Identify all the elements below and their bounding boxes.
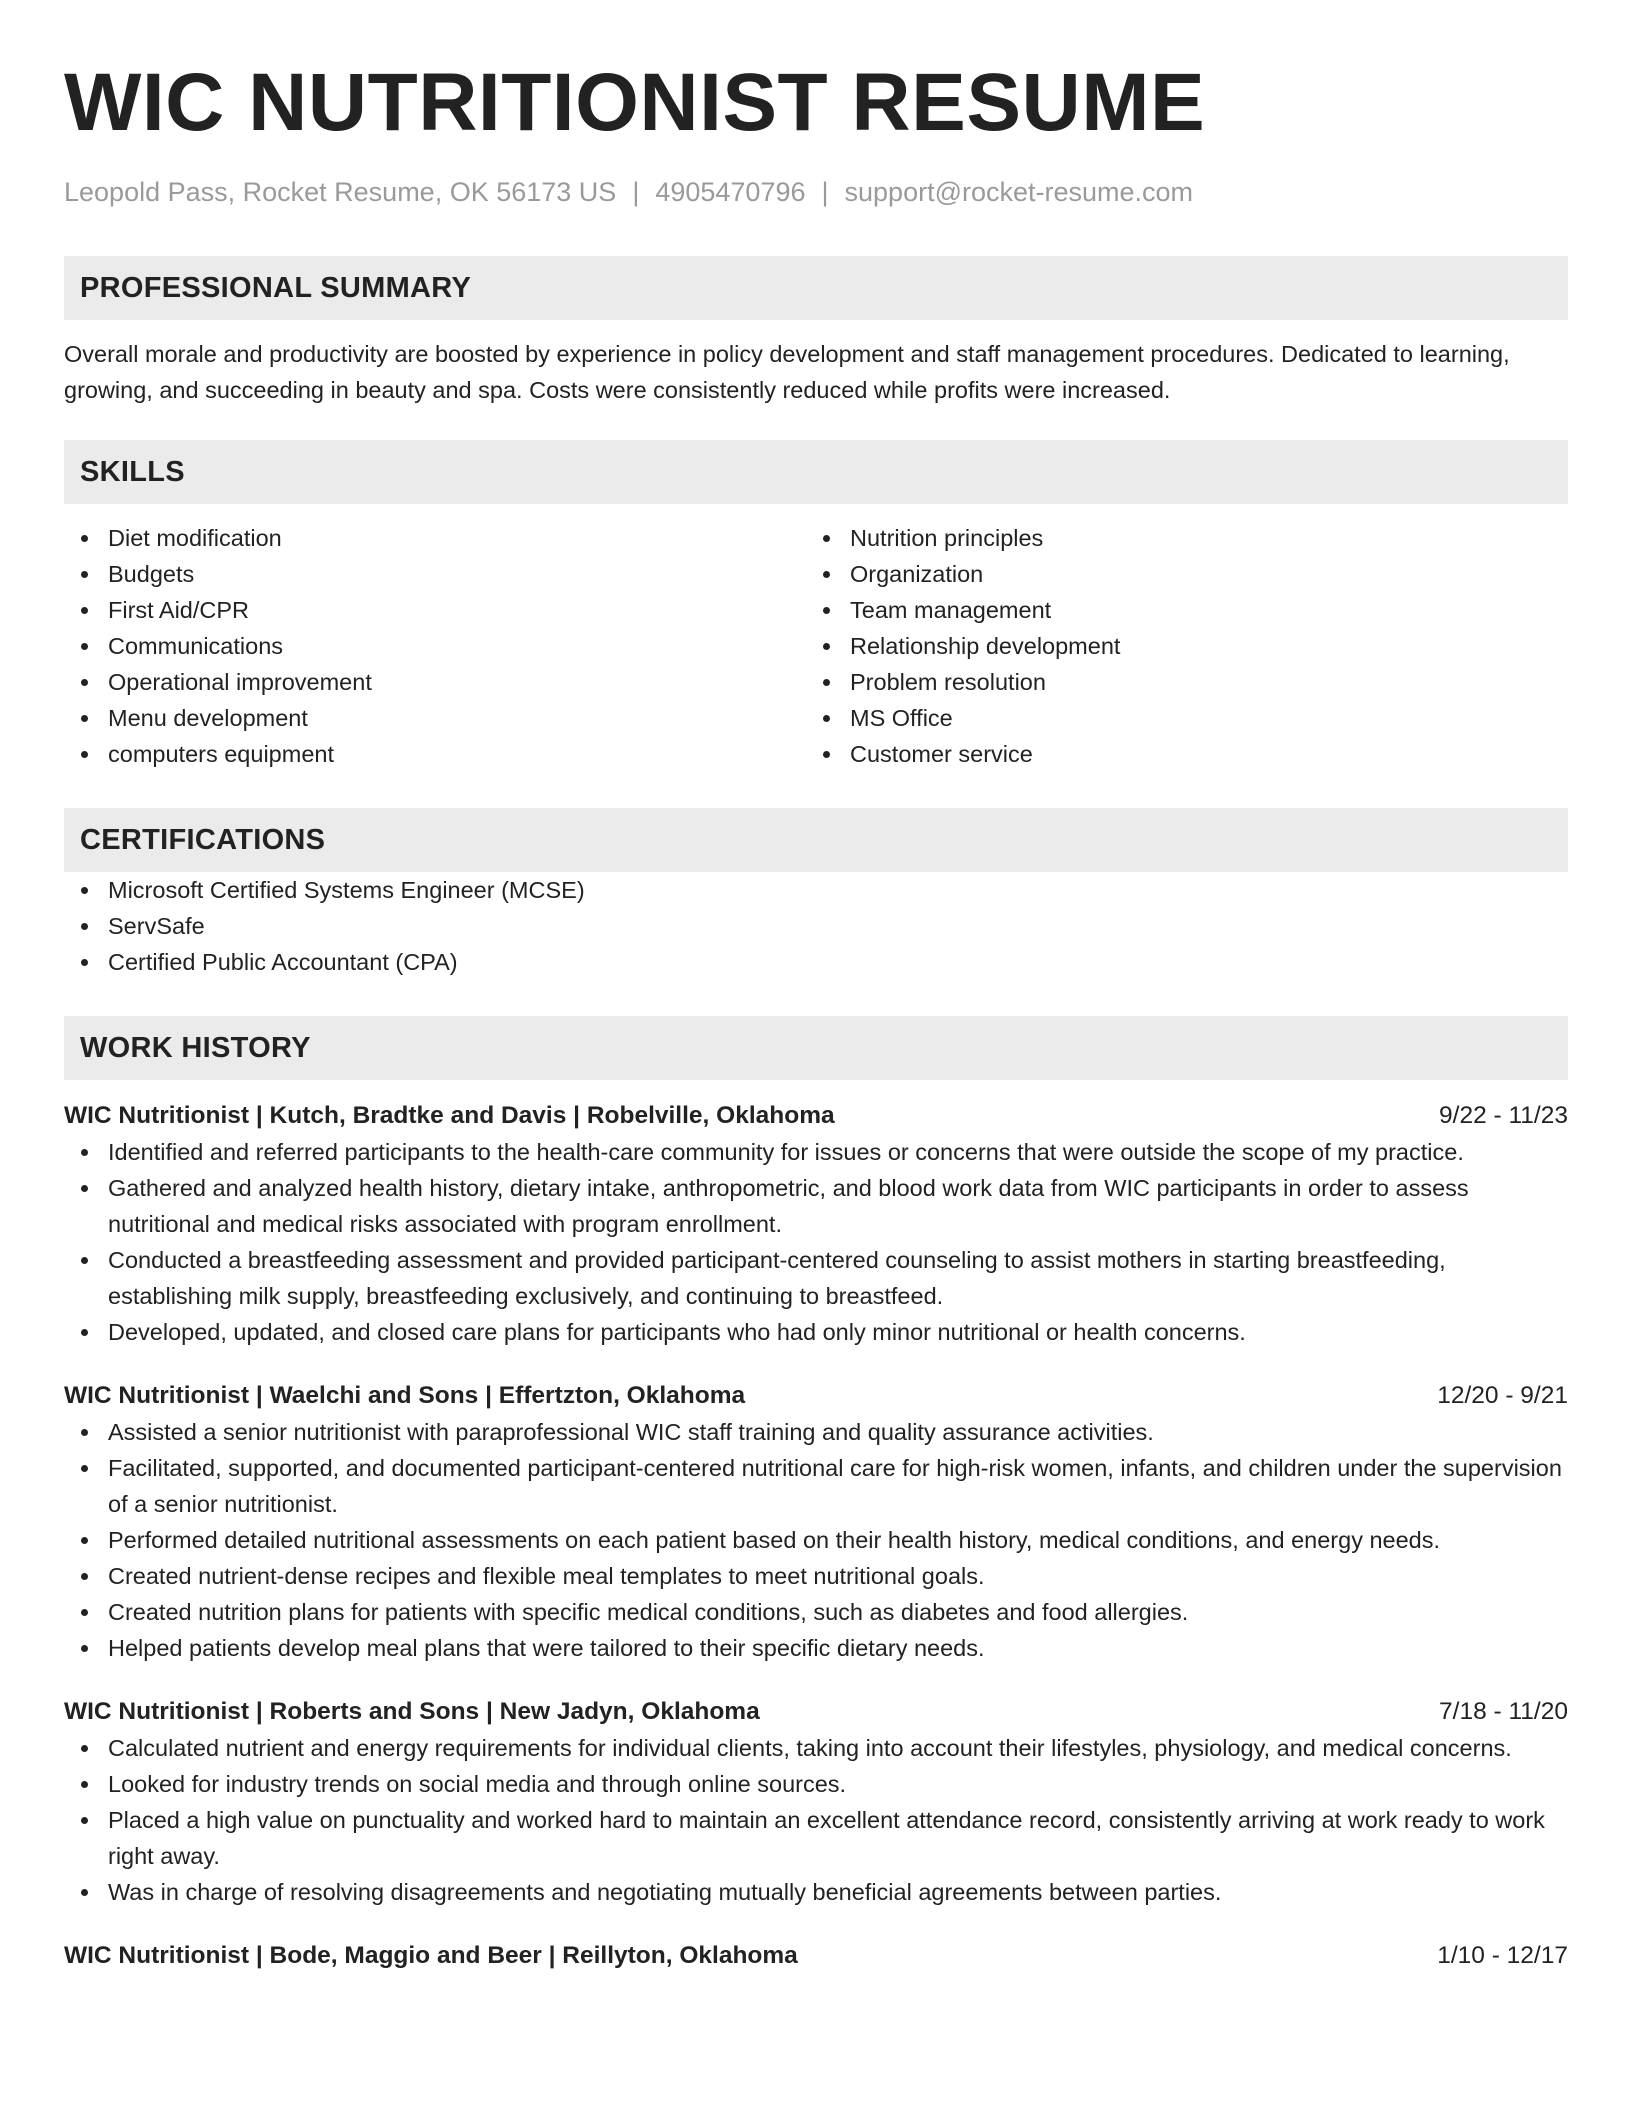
list-item: Certified Public Accountant (CPA) — [64, 944, 1568, 980]
list-item: Was in charge of resolving disagreements and negotiating mutually beneficial agreements between parties. — [64, 1874, 1568, 1910]
list-item: Organization — [806, 556, 1568, 592]
section-header-work-history: WORK HISTORY — [64, 1016, 1568, 1080]
list-item: Assisted a senior nutritionist with paraprofessional WIC staff training and quality assurance activities. — [64, 1414, 1568, 1450]
summary-text: Overall morale and productivity are boosted by experience in policy development and staff management procedures. Dedicated to learning, growing, and succeeding in beauty and spa. Costs were consistently reduced while profits were increased. — [64, 341, 1510, 404]
list-item: Team management — [806, 592, 1568, 628]
list-item: Created nutrient-dense recipes and flexible meal templates to meet nutritional goals. — [64, 1558, 1568, 1594]
section-header-skills: SKILLS — [64, 440, 1568, 504]
list-item: computers equipment — [64, 736, 806, 772]
job-entry — [64, 1378, 1568, 1666]
contact-email[interactable]: support@rocket-resume.com — [844, 177, 1194, 207]
job-entry — [64, 1098, 1568, 1350]
job-entry — [64, 1938, 1568, 1974]
skills-list-right — [806, 520, 1568, 772]
list-item: Diet modification — [64, 520, 806, 556]
list-item: Helped patients develop meal plans that were tailored to their specific dietary needs. — [64, 1630, 1568, 1666]
job-bullets — [64, 1730, 1568, 1910]
list-item: Placed a high value on punctuality and worked hard to maintain an excellent attendance record, consistently arriving at work ready to work right away. — [64, 1802, 1568, 1874]
list-item: Developed, updated, and closed care plans for participants who had only minor nutritional or health concerns. — [64, 1314, 1568, 1350]
section-header-certifications: CERTIFICATIONS — [64, 808, 1568, 872]
list-item: Identified and referred participants to the health-care community for issues or concerns that were outside the scope of my practice. — [64, 1134, 1568, 1170]
list-item: Looked for industry trends on social media and through online sources. — [64, 1766, 1568, 1802]
list-item: MS Office — [806, 700, 1568, 736]
list-item: Performed detailed nutritional assessments on each patient based on their health history, medical conditions, and energy needs. — [64, 1522, 1568, 1558]
list-item: Nutrition principles — [806, 520, 1568, 556]
job-title: WIC Nutritionist | Roberts and Sons | New Jadyn, Oklahoma — [64, 1698, 760, 1726]
job-dates: 7/18 - 11/20 — [1439, 1698, 1568, 1726]
list-item: Microsoft Certified Systems Engineer (MCSE) — [64, 872, 1568, 908]
list-item: Budgets — [64, 556, 806, 592]
resume-title: WIC NUTRITIONIST RESUME — [64, 57, 1206, 148]
list-item: Communications — [64, 628, 806, 664]
job-dates: 1/10 - 12/17 — [1437, 1942, 1568, 1970]
job-dates: 9/22 - 11/23 — [1439, 1102, 1568, 1130]
contact-separator: | — [632, 177, 640, 207]
skills-grid — [64, 520, 1568, 772]
job-header — [64, 1694, 1568, 1730]
work-history-list — [64, 1098, 1568, 1974]
list-item: First Aid/CPR — [64, 592, 806, 628]
job-header — [64, 1938, 1568, 1974]
list-item: Facilitated, supported, and documented participant-centered nutritional care for high-risk women, infants, and children under the supervision of a senior nutritionist. — [64, 1450, 1568, 1522]
job-bullets — [64, 1134, 1568, 1350]
skills-list-left — [64, 520, 806, 772]
job-entry — [64, 1694, 1568, 1910]
list-item: Operational improvement — [64, 664, 806, 700]
job-header — [64, 1098, 1568, 1134]
list-item: Created nutrition plans for patients with specific medical conditions, such as diabetes and food allergies. — [64, 1594, 1568, 1630]
list-item: Menu development — [64, 700, 806, 736]
contact-phone[interactable]: 4905470796 — [655, 177, 806, 207]
list-item: ServSafe — [64, 908, 1568, 944]
list-item: Conducted a breastfeeding assessment and provided participant-centered counseling to assist mothers in starting breastfeeding, establishing milk supply, breastfeeding exclusively, and continuing to breastfeed. — [64, 1242, 1568, 1314]
list-item: Calculated nutrient and energy requirements for individual clients, taking into account their lifestyles, physiology, and medical concerns. — [64, 1730, 1568, 1766]
contact-address: Leopold Pass, Rocket Resume, OK 56173 US — [64, 177, 617, 207]
job-title: WIC Nutritionist | Bode, Maggio and Beer | Reillyton, Oklahoma — [64, 1942, 798, 1970]
list-item: Relationship development — [806, 628, 1568, 664]
list-item: Gathered and analyzed health history, dietary intake, anthropometric, and blood work data from WIC participants in order to assess nutritional and medical risks associated with program enrollment. — [64, 1170, 1568, 1242]
contact-line — [64, 176, 1568, 208]
job-dates: 12/20 - 9/21 — [1437, 1382, 1568, 1410]
list-item: Customer service — [806, 736, 1568, 772]
section-header-professional-summary: PROFESSIONAL SUMMARY — [64, 256, 1568, 320]
job-bullets — [64, 1414, 1568, 1666]
job-title: WIC Nutritionist | Waelchi and Sons | Effertzton, Oklahoma — [64, 1382, 746, 1410]
job-header — [64, 1378, 1568, 1414]
certifications-list — [64, 872, 1568, 980]
contact-separator: | — [821, 177, 829, 207]
list-item: Problem resolution — [806, 664, 1568, 700]
job-title: WIC Nutritionist | Kutch, Bradtke and Davis | Robelville, Oklahoma — [64, 1102, 835, 1130]
